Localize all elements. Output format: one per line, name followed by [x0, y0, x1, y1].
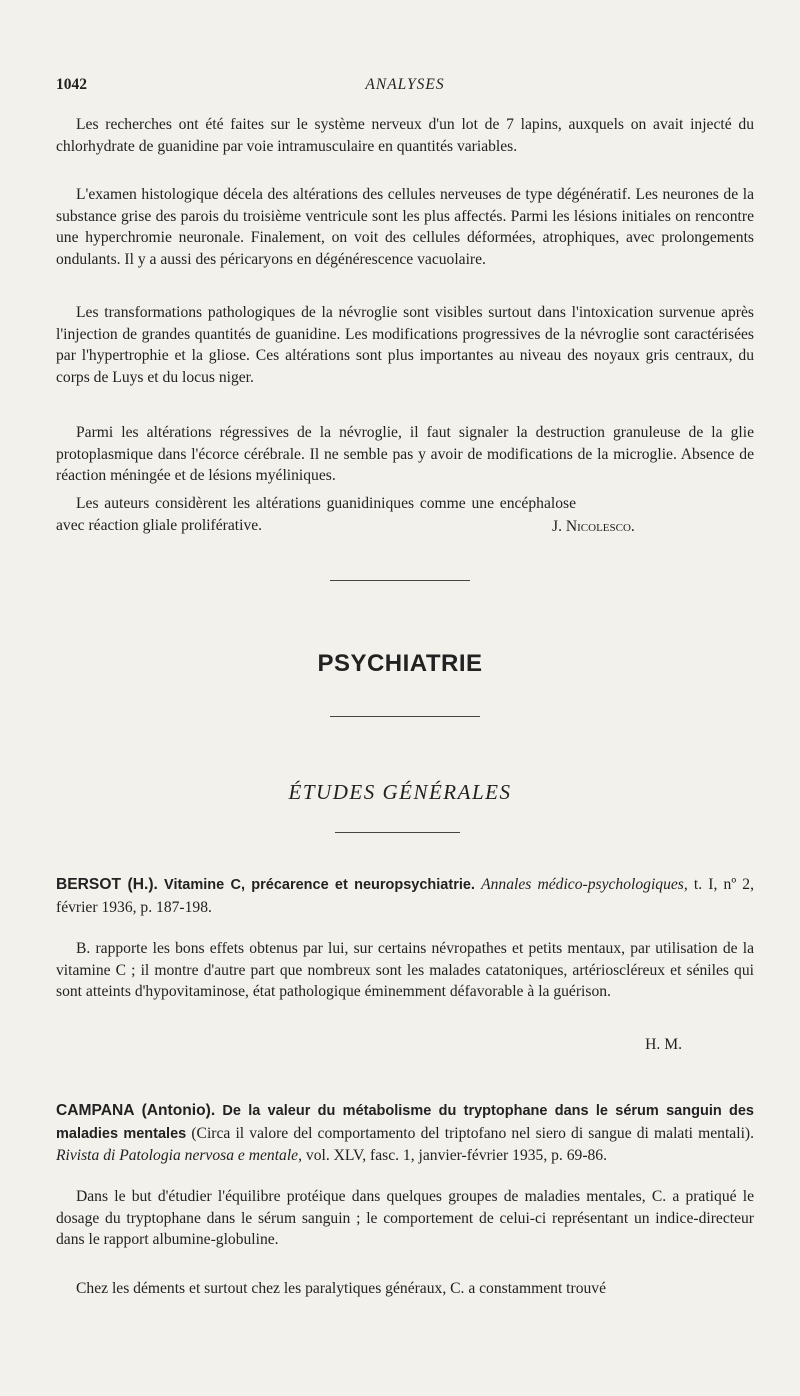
abstract-2-paragraph-2: Chez les déments et surtout chez les paralytiques généraux, C. a constamment trouvé: [76, 1280, 607, 1297]
abstract-2-paragraph-1: Dans le but d'étudier l'équilibre protéique dans quelques groupes de maladies mentales, C. a pratiqué le dosage du tryptophane dans le sérum sanguin ; le comportement de celui-ci représentant un indice-directeur dans le rapport albumine-globuline.: [56, 1188, 754, 1249]
reference-2: [56, 1100, 754, 1167]
reference-author: BERSOT (H.).: [56, 876, 158, 893]
reference-details: t. I, nº 2, février 1936, p. 187-198.: [56, 876, 755, 916]
reference-journal: Rivista di Patologia nervosa e mentale,: [56, 1147, 302, 1165]
reference-1: [56, 874, 754, 918]
abstract-1: B. rapporte les bons effets obtenus par lui, sur certains névropathes et petits mentaux, par utilisation de la vitamine C ; il montre d'autre part que nombreux sont les malades catatoniques, artérioscléreux et séniles qui sont atteints d'hypovitaminose, état pathologique éminemment défavorable à la guérison.: [56, 940, 754, 1001]
paragraph-2: L'examen histologique décela des altérations des cellules nerveuses de type dégénératif. Les neurones de la substance grise des parois du troisième ventricule sont les plus affectés. Parmi les lésions initiales on rencontre une hyperchromie neuronale. Finalement, on voit des cellules déformées, atrophiques, avec prolongements ondulants. Il y a aussi des péricaryons en dégénérescence vacuolaire.: [56, 186, 754, 268]
subsection-title: ÉTUDES GÉNÉRALES: [288, 780, 512, 804]
reference-journal: Annales médico-psychologiques,: [481, 876, 688, 893]
reference-author: CAMPANA (Antonio).: [56, 1102, 216, 1119]
divider: [330, 716, 480, 717]
paragraph-4: Parmi les altérations régressives de la névroglie, il faut signaler la destruction granuleuse de la glie protoplasmique dans l'écorce cérébrale. Il ne semble pas y avoir de modifications de la microglie. Absence de réaction méningée et de lésions myéliniques.: [56, 424, 754, 485]
signature: J. Nicolesco.: [552, 518, 635, 535]
reference-title: Vitamine C, précarence et neuropsychiatrie.: [164, 877, 475, 893]
paragraph-5: Les auteurs considèrent les altérations guanidiniques comme une encéphalose avec réaction gliale proliférative.: [56, 495, 576, 534]
section-title: PSYCHIATRIE: [317, 650, 483, 677]
reference-details: vol. XLV, fasc. 1, janvier-février 1935, p. 69-86.: [305, 1147, 608, 1165]
reference-title: De la valeur du métabolisme du tryptophane dans le sérum sanguin des maladies mentales: [56, 1103, 754, 1142]
paragraph-3: Les transformations pathologiques de la névroglie sont visibles surtout dans l'intoxication survenue après l'injection de grandes quantités de guanidine. Les modifications progressives de la névroglie sont caractérisées par l'hypertrophie et la gliose. Ces altérations sont plus importantes au niveau des noyaux gris centraux, du corps de Luys et du locus niger.: [56, 304, 754, 386]
running-title: ANALYSES: [365, 76, 445, 93]
page-header: [56, 76, 754, 100]
reference-translation: (Circa il valore del comportamento del triptofano nel siero di sangue di malati mentali).: [191, 1124, 754, 1142]
page-number: 1042: [56, 76, 87, 93]
divider: [335, 832, 460, 833]
abstract-initials: H. M.: [645, 1036, 682, 1053]
divider: [330, 580, 470, 581]
paragraph-1: Les recherches ont été faites sur le système nerveux d'un lot de 7 lapins, auxquels on avait injecté du chlorhydrate de guanidine par voie intramusculaire en quantités variables.: [56, 116, 754, 155]
